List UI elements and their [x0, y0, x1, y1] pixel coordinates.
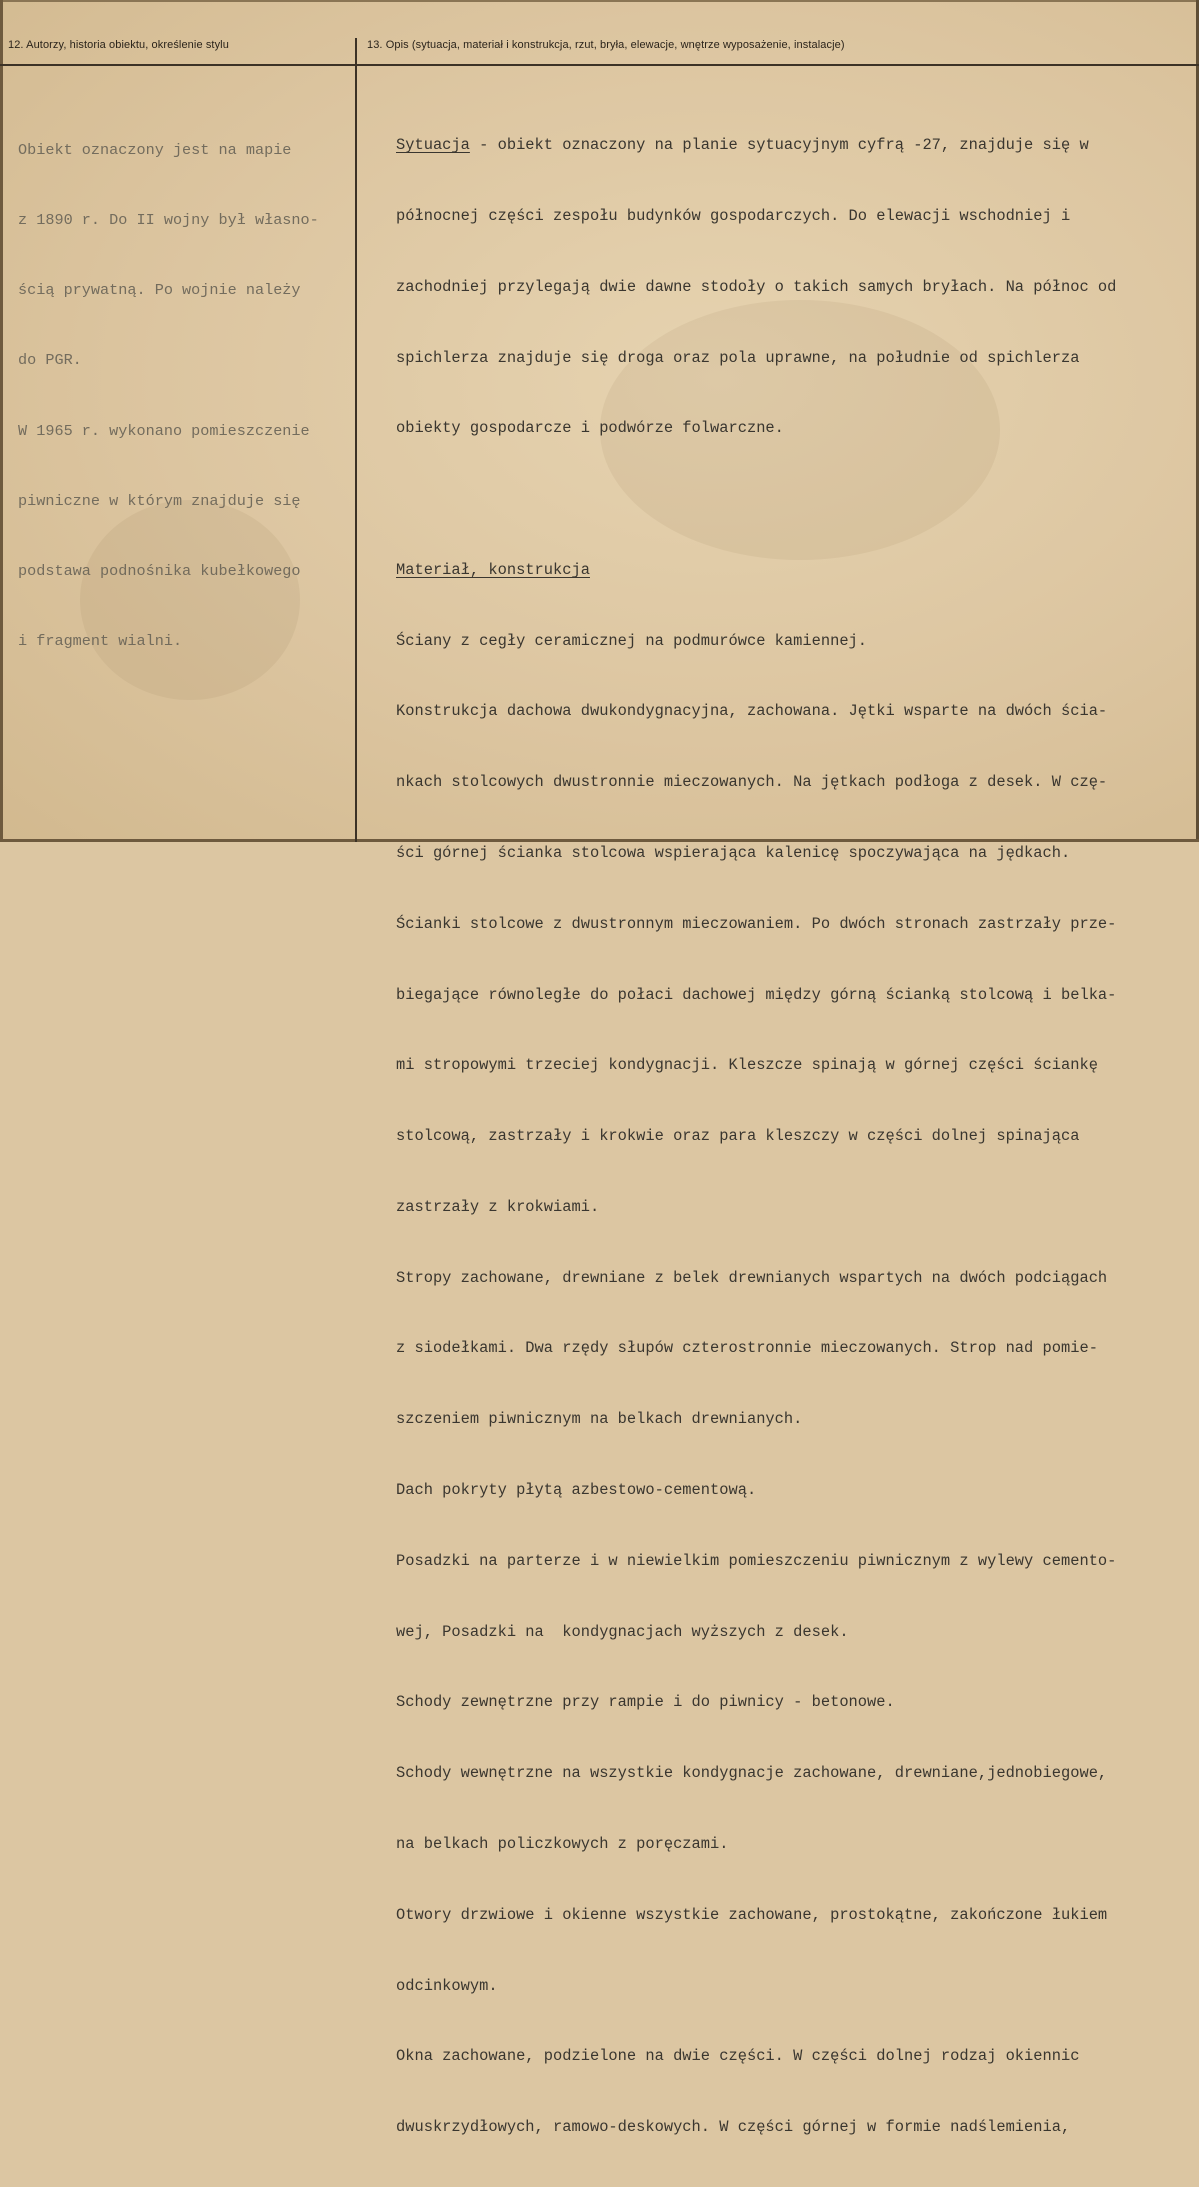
description-text	[396, 87, 1196, 2187]
sytuacja-text: - obiekt oznaczony na planie sytuacyjnym cyfrą -27, znajduje się w	[469, 136, 1089, 155]
description-line: Schody zewnętrzne przy rampie i do piwnicy - betonowe.	[396, 1693, 895, 1712]
description-line: nkach stolcowych dwustronnie mieczowanych. Na jętkach podłoga z desek. W czę-	[396, 773, 1108, 792]
header-divider	[0, 64, 1199, 66]
description-line: stolcową, zastrzały i krokwie oraz para kleszczy w części dolnej spinająca	[396, 1127, 1080, 1146]
description-line: mi stropowymi trzeciej kondygnacji. Kleszcze spinają w górnej części ściankę	[396, 1056, 1098, 1075]
history-line: do PGR.	[18, 351, 82, 370]
history-line: i fragment wialni.	[18, 632, 183, 651]
description-line: odcinkowym.	[396, 1976, 498, 1995]
description-line: spichlerza znajduje się droga oraz pola uprawne, na południe od spichlerza	[396, 348, 1080, 367]
description-line: Stropy zachowane, drewniane z belek drewnianych wspartych na dwóch podciągach	[396, 1268, 1108, 1287]
description-line: Posadzki na parterze i w niewielkim pomieszczeniu piwnicznym z wylewy cemento-	[396, 1551, 1117, 1570]
description-line: zachodniej przylegają dwie dawne stodoły o takich samych bryłach. Na północ od	[396, 277, 1117, 296]
description-line: z siodełkami. Dwa rzędy słupów czterostronnie mieczowanych. Strop nad pomie-	[396, 1339, 1098, 1358]
description-line: ści górnej ścianka stolcowa wspierająca kalenicę spoczywająca na jędkach.	[396, 844, 1071, 862]
history-line: podstawa podnośnika kubełkowego	[18, 562, 301, 581]
description-line: wej, Posadzki na kondygnacjach wyższych z desek.	[396, 1622, 849, 1641]
sytuacja-label: Sytuacja	[396, 136, 470, 155]
history-text	[18, 92, 354, 700]
header-section-12: 12. Autorzy, historia obiektu, określenie stylu	[8, 39, 229, 51]
description-line: zastrzały z krokwiami.	[396, 1197, 600, 1216]
description-line: dwuskrzydłowych, ramowo-deskowych. W części górnej w formie nadślemienia,	[396, 2118, 1071, 2137]
history-line: ścią prywatną. Po wojnie należy	[18, 281, 301, 300]
description-line: biegające równoległe do połaci dachowej między górną ścianką stolcową i belka-	[396, 985, 1117, 1004]
header-section-13: 13. Opis (sytuacja, materiał i konstrukcja, rzut, bryła, elewacje, wnętrze wyposażenie, instalacje)	[367, 39, 845, 51]
paragraph-gap	[396, 488, 1196, 512]
column-divider	[355, 38, 357, 842]
description-line: Ściany z cegły ceramicznej na podmurówce kamiennej.	[396, 631, 868, 650]
description-line: Otwory drzwiowe i okienne wszystkie zachowane, prostokątne, zakończone łukiem	[396, 1905, 1108, 1924]
description-line: Ścianki stolcowe z dwustronnym mieczowaniem. Po dwóch stronach zastrzały prze-	[396, 914, 1117, 933]
description-line: Konstrukcja dachowa dwukondygnacyjna, zachowana. Jętki wsparte na dwóch ścia-	[396, 702, 1108, 721]
description-line: obiekty gospodarcze i podwórze folwarczne.	[396, 419, 784, 438]
description-line: północnej części zespołu budynków gospodarczych. Do elewacji wschodniej i	[396, 206, 1071, 225]
history-line: Obiekt oznaczony jest na mapie	[18, 140, 292, 159]
description-line: Schody wewnętrzne na wszystkie kondygnacje zachowane, drewniane,jednobiegowe,	[396, 1764, 1108, 1783]
material-heading: Materiał, konstrukcja	[396, 560, 590, 579]
description-line: na belkach policzkowych z poręczami.	[396, 1834, 729, 1853]
frame-top	[0, 0, 1199, 2]
description-line: Okna zachowane, podzielone na dwie części. W części dolnej rodzaj okiennic	[396, 2047, 1080, 2066]
history-line: z 1890 r. Do II wojny był własno-	[18, 211, 319, 230]
history-line: piwniczne w którym znajduje się	[18, 491, 301, 510]
description-line	[396, 134, 1196, 158]
frame-left	[0, 0, 3, 842]
history-line: W 1965 r. wykonano pomieszczenie	[18, 421, 310, 440]
description-line: Dach pokryty płytą azbestowo-cementową.	[396, 1481, 757, 1500]
description-line: szczeniem piwnicznym na belkach drewnianych.	[396, 1410, 803, 1429]
